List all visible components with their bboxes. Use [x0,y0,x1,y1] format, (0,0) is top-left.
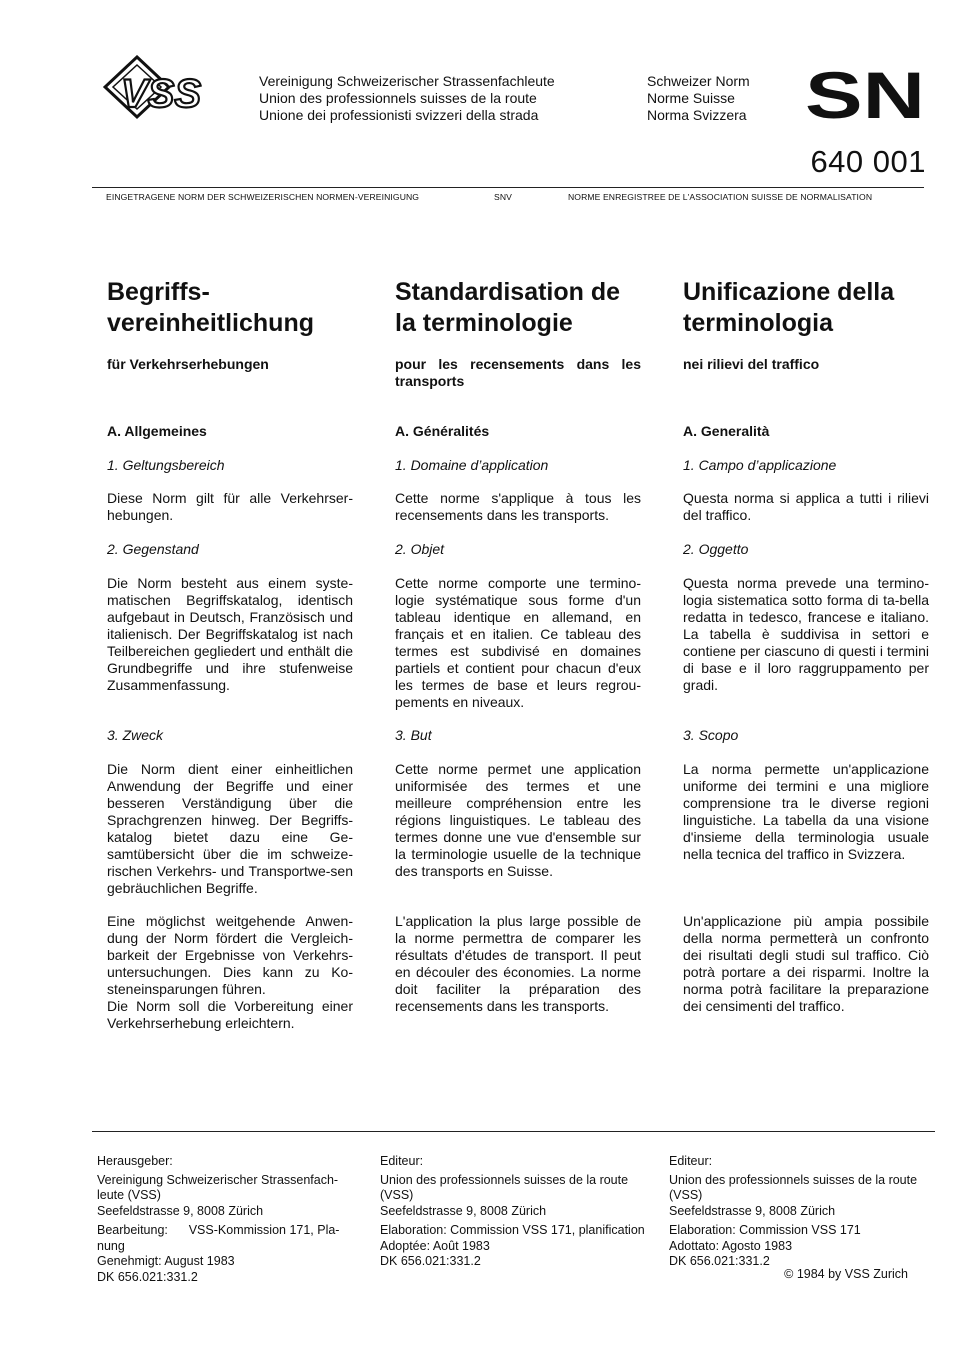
footer-it [669,1154,931,1270]
footer-fr [380,1154,660,1270]
paragraph-object-it: Questa norma prevede una termino-logia sistematica sotto forma di ta-bella redatta in tedesco, francese e italiano. La tabella è suddivisa in settori e contiene per ciascuno di questi i termini di base e il loro raggruppamento per gradi. [683,575,929,693]
subheading-purpose-it: 3. Scopo [683,727,739,743]
footer-dk-de: DK 656.021:331.2 [97,1269,198,1284]
footer-publisher-label-de: Herausgeber: [97,1154,173,1168]
norm-type-it: Norma Svizzera [647,107,747,123]
section-heading-de: A. Allgemeines [107,423,207,439]
footer-copyright: © 1984 by VSS Zurich [784,1267,908,1281]
footer-address-fr: Seefeldstrasse 9, 8008 Zürich [380,1203,547,1218]
footer-approved-de: Genehmigt: August 1983 [97,1254,235,1268]
paragraph-comparison-it: Un'applicazione più ampia possibile della norma permetterà un confronto dei risultati degli studi sul traffico. Ciò potrà portare a dei risparmi. Inoltre la norma potrà facilitare la preparazione dei censimenti del traffico. [683,913,929,1014]
paragraph-object-fr: Cette norme comporte une termino-logie systématique sous forme d'un tableau identique en allemand, en français et en italien. Ce tableau des termes est subdivisé en domaines partiels et contient pour chacun d'eux les termes de base et leurs regrou-pements en niveaux. [395,575,641,710]
footer-approved-fr: Adoptée: Août 1983 [380,1238,490,1253]
footer-elaboration-de: Bearbeitung: VSS-Kommission 171, Pla-nung [97,1223,340,1253]
footer-elaboration-it: Elaboration: Commission VSS 171 [669,1223,861,1237]
header-divider [92,187,924,188]
registration-fr: NORME ENREGISTREE DE L'ASSOCIATION SUISSE DE NORMALISATION [568,192,873,202]
footer-publisher-label-it: Editeur: [669,1154,713,1168]
paragraph-scope-it: Questa norma si applica a tutti i rilievi del traffico. [683,490,929,523]
subtitle-it: nei rilievi del traffico [683,356,820,372]
document-number: 640 001 [810,144,926,179]
sn-logo-text: SN [805,68,925,120]
footer-dk-it: DK 656.021:331.2 [669,1254,770,1268]
title-it-line1: Unificazione della [683,278,895,306]
sn-logo [805,68,927,120]
footer-publisher-label-fr: Editeur: [380,1154,424,1168]
org-name-fr: Union des professionnels suisses de la route [259,90,537,106]
title-de-line1: Begriffs- [107,278,210,306]
title-fr-line2: la terminologie [395,309,573,337]
subheading-scope-de: 1. Geltungsbereich [107,457,225,473]
subtitle-fr: pour les recensements dans les transports [395,356,641,389]
norm-type-fr: Norme Suisse [647,90,735,106]
title-fr [395,277,641,339]
footer-publisher-it: Union des professionnels suisses de la route (VSS) [669,1172,918,1202]
paragraph-comparison-de [107,913,353,1032]
subheading-object-fr: 2. Objet [395,541,445,557]
footer-publisher-fr: Union des professionnels suisses de la route (VSS) [380,1172,629,1202]
paragraph-comparison-fr: L'application la plus large possible de la norme permettra de comparer les résultats d'études de transport. Il peut en découler des économies. La norme doit faciliter la préparation des recensements dans les transports. [395,913,641,1014]
norm-type [647,73,750,124]
vss-logo-text: VSS [121,72,202,116]
paragraph-purpose-de: Die Norm dient einer einheitlichen Anwendung der Begriffe und einer besseren Verständigung über die Sprachgrenzen hinweg. Der Begriffs-katalog bietet dazu eine Ge-samtübersicht über die im schweize-rischen Verkehrs- und Transportwe-sen gebräuchlichen Begriffe. [107,761,353,896]
footer-publisher-de: Vereinigung Schweizerischer Strassenfach-leute (VSS) [97,1172,339,1202]
subheading-purpose-fr: 3. But [395,727,432,743]
footer-dk-fr: DK 656.021:331.2 [380,1254,481,1268]
paragraph-purpose-fr: Cette norme permet une application uniformisée des termes et une meilleure compréhension entre les régions linguistiques. Le tableau des termes donne une vue d'ensemble sur la terminologie usuelle de la technique des transports en Suisse. [395,761,641,879]
org-name-it: Unione dei professionisti svizzeri della strada [259,107,539,123]
registration-de: EINGETRAGENE NORM DER SCHWEIZERISCHEN NORMEN-VEREINIGUNG [106,192,420,202]
footer-de [97,1154,352,1285]
paragraph-object-de: Die Norm besteht aus einem syste-matischen Begriffskatalog, identisch aufgebaut in Deutsch, Französisch und italienisch. Der Begriffskatalog ist nach Teilbereichen gegliedert und enthält die Grundbegriffe und ihre stufenweise Zusammenfassung. [107,575,353,693]
registration-snv: SNV [494,192,512,202]
column-fr [395,277,641,1014]
paragraph-comparison-de-text: Eine möglichst weitgehende Anwen-dung der Norm fördert die Vergleich-barkeit der Ergebnisse von Verkehrs-untersuchungen. Dies kann zu Ko-steneinsparungen führen. [107,913,353,997]
column-de [107,277,353,1031]
subtitle-de: für Verkehrserhebungen [107,356,269,372]
title-it [683,277,929,339]
section-heading-fr: A. Généralités [395,423,490,439]
paragraph-preparation-de: Die Norm soll die Vorbereitung einer Verkehrserhebung erleichtern. [107,998,353,1031]
vss-logo [103,55,243,125]
subheading-scope-it: 1. Campo d’applicazione [683,457,837,473]
norm-type-de: Schweizer Norm [647,73,750,89]
footer-divider [92,1131,935,1132]
org-name-de: Vereinigung Schweizerischer Strassenfachleute [259,73,555,89]
title-it-line2: terminologia [683,309,834,337]
footer-elaboration-fr: Elaboration: Commission VSS 171, planification [380,1223,645,1237]
paragraph-scope-fr: Cette norme s'applique à tous les recensements dans les transports. [395,490,641,523]
title-de-line2: vereinheitlichung [107,309,314,337]
organization-names [259,73,555,124]
subheading-object-it: 2. Oggetto [683,541,749,557]
title-de [107,277,353,339]
subheading-purpose-de: 3. Zweck [107,727,164,743]
subheading-scope-fr: 1. Domaine d’application [395,457,549,473]
column-it [683,277,929,1014]
section-heading-it: A. Generalità [683,423,770,439]
title-fr-line1: Standardisation de [395,278,621,306]
paragraph-purpose-it: La norma permette un'applicazione uniforme dei termini e una migliore comprensione tra le diverse regioni linguistiche. La tabella da una visione d'insieme della terminologia usuale nella tecnica del traffico in Svizzera. [683,761,929,862]
footer-address-it: Seefeldstrasse 9, 8008 Zürich [669,1203,836,1218]
footer-approved-it: Adottato: Agosto 1983 [669,1238,793,1253]
footer-address-de: Seefeldstrasse 9, 8008 Zürich [97,1203,264,1218]
paragraph-scope-de: Diese Norm gilt für alle Verkehrser-hebungen. [107,490,353,523]
subheading-object-de: 2. Gegenstand [107,541,199,557]
